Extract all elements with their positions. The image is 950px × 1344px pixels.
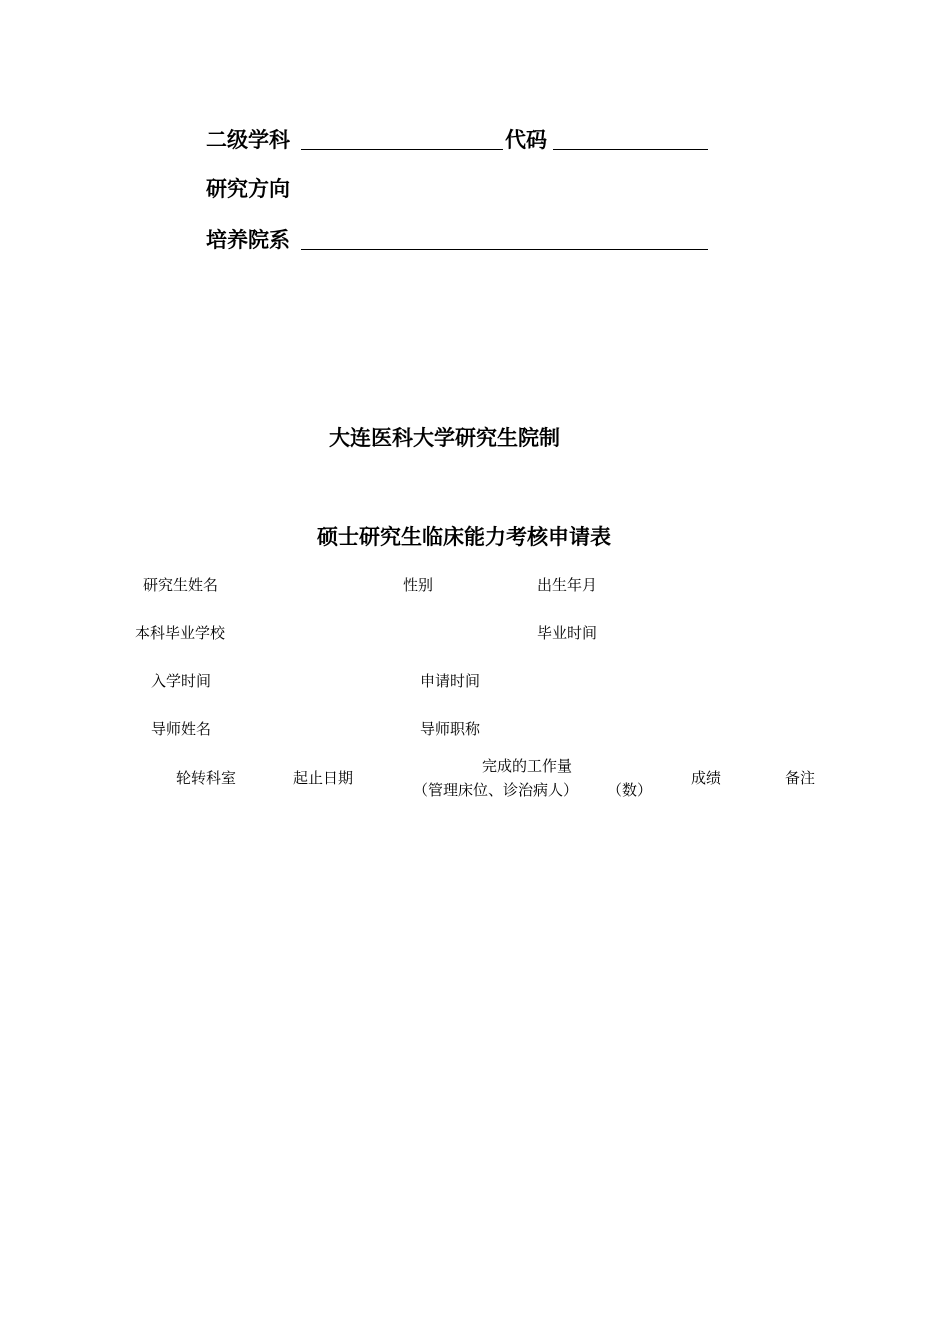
column-header-dates: 起止日期 xyxy=(293,769,354,787)
organization-name: 大连医科大学研究生院制 xyxy=(329,426,560,450)
direction-label: 研究方向 xyxy=(206,177,290,201)
column-header-workload-detail: （管理床位、诊治病人） xyxy=(413,781,579,799)
enrollment-time-label: 入学时间 xyxy=(151,672,212,690)
application-time-label: 申请时间 xyxy=(420,672,481,690)
discipline-field[interactable] xyxy=(301,149,503,150)
advisor-title-label: 导师职称 xyxy=(420,720,481,738)
column-header-workload-count: （数） xyxy=(607,781,653,799)
birth-date-label: 出生年月 xyxy=(537,576,598,594)
column-header-remarks: 备注 xyxy=(785,769,816,787)
advisor-name-label: 导师姓名 xyxy=(151,720,212,738)
code-field[interactable] xyxy=(553,149,708,150)
form-title: 硕士研究生临床能力考核申请表 xyxy=(317,525,611,549)
undergrad-school-label: 本科毕业学校 xyxy=(135,624,226,642)
column-header-score: 成绩 xyxy=(691,769,722,787)
code-label: 代码 xyxy=(505,128,547,152)
gender-label: 性别 xyxy=(403,576,434,594)
graduation-time-label: 毕业时间 xyxy=(537,624,598,642)
discipline-label: 二级学科 xyxy=(206,128,290,152)
department-field[interactable] xyxy=(301,249,708,250)
column-header-workload: 完成的工作量 xyxy=(482,757,573,775)
column-header-department: 轮转科室 xyxy=(176,769,237,787)
student-name-label: 研究生姓名 xyxy=(143,576,219,594)
department-label: 培养院系 xyxy=(206,228,290,252)
